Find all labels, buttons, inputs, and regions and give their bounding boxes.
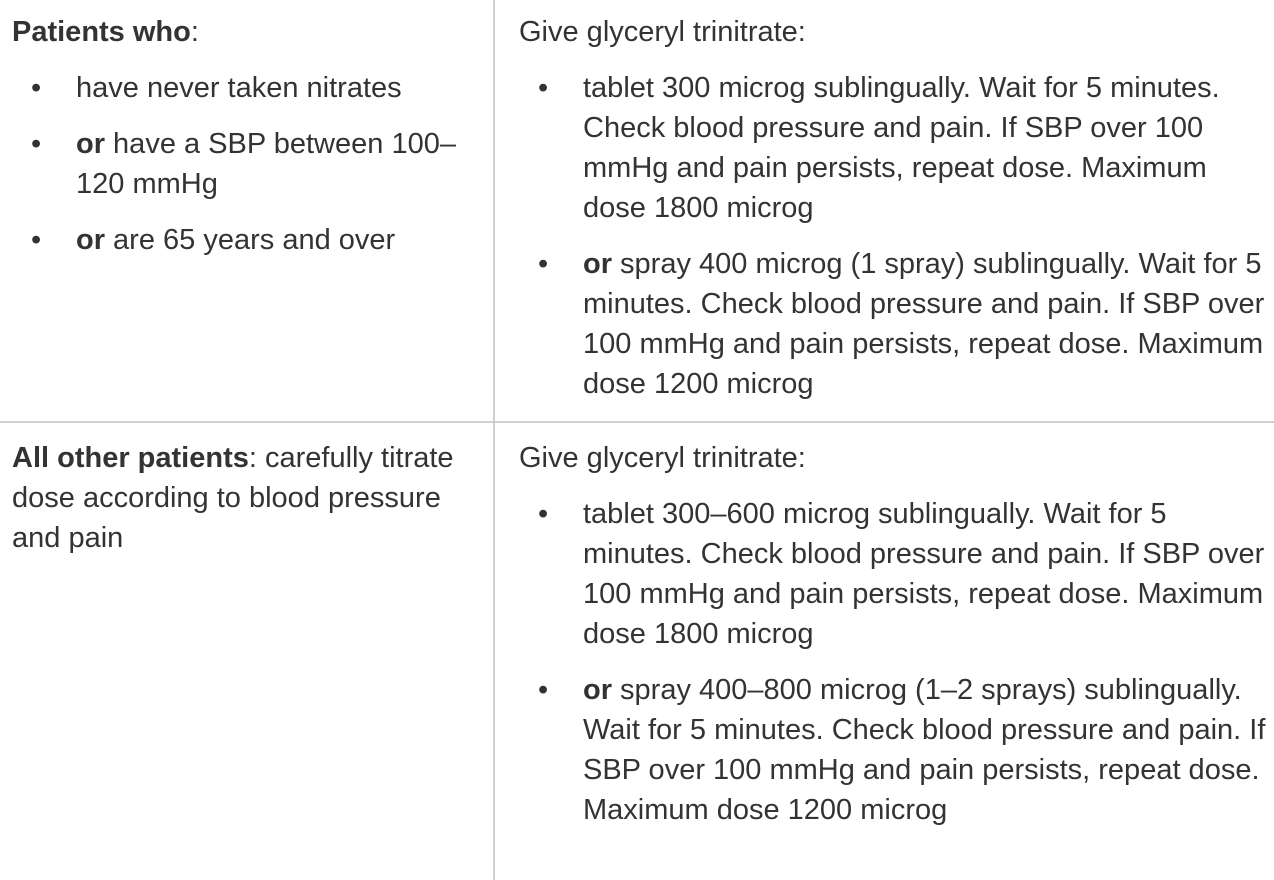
row2-criteria-heading: [12, 438, 479, 558]
list-item: [76, 68, 479, 108]
row1-heading-rest: :: [190, 16, 199, 48]
row1-heading-bold: Patients who: [12, 16, 191, 48]
row1-dosing-intro: Give glyceryl trinitrate:: [519, 16, 806, 48]
list-item: [76, 124, 479, 204]
or-keyword: or: [76, 224, 105, 256]
list-item: [583, 670, 1266, 830]
row2-criteria-cell: [0, 438, 493, 558]
row1-criteria-cell: [0, 12, 493, 276]
row2-dosing-list: [519, 494, 1266, 830]
row2-dosing-cell: [495, 438, 1274, 846]
dosing-text: spray 400–800 microg (1–2 sprays) sublingually. Wait for 5 minutes. Check blood pressure and pain. If SBP over 100 mmHg and pain persists, repeat dose. Maximum dose 1200 microg: [583, 674, 1266, 826]
row1-criteria-heading: [12, 12, 479, 52]
list-item: [76, 220, 479, 260]
list-item: [583, 494, 1266, 654]
dosing-text: spray 400 microg (1 spray) sublingually. Wait for 5 minutes. Check blood pressure and pain. If SBP over 100 mmHg and pain persists, repeat dose. Maximum dose 1200 microg: [583, 248, 1265, 400]
or-keyword: or: [583, 248, 612, 280]
row2-heading-rest: : carefully titrate dose according to blood pressure and pain: [12, 442, 454, 554]
dosing-text: tablet 300 microg sublingually. Wait for 5 minutes. Check blood pressure and pain. If SBP over 100 mmHg and pain persists, repeat dose. Maximum dose 1800 microg: [583, 72, 1220, 224]
criteria-text: are 65 years and over: [105, 224, 396, 256]
or-keyword: or: [76, 128, 105, 160]
list-item: [583, 68, 1266, 228]
row1-dosing-cell: [495, 12, 1274, 420]
list-item: [583, 244, 1266, 404]
criteria-text: have a SBP between 100–120 mmHg: [76, 128, 456, 200]
dosing-text: tablet 300–600 microg sublingually. Wait for 5 minutes. Check blood pressure and pain. If SBP over 100 mmHg and pain persists, repeat dose. Maximum dose 1800 microg: [583, 498, 1265, 650]
row1-dosing-list: [519, 68, 1266, 404]
row1-criteria-list: [12, 68, 479, 260]
row2-heading-bold: All other patients: [12, 442, 249, 474]
or-keyword: or: [583, 674, 612, 706]
row2-dosing-intro: Give glyceryl trinitrate:: [519, 442, 806, 474]
criteria-text: have never taken nitrates: [76, 72, 402, 104]
row-divider: [0, 421, 1274, 423]
